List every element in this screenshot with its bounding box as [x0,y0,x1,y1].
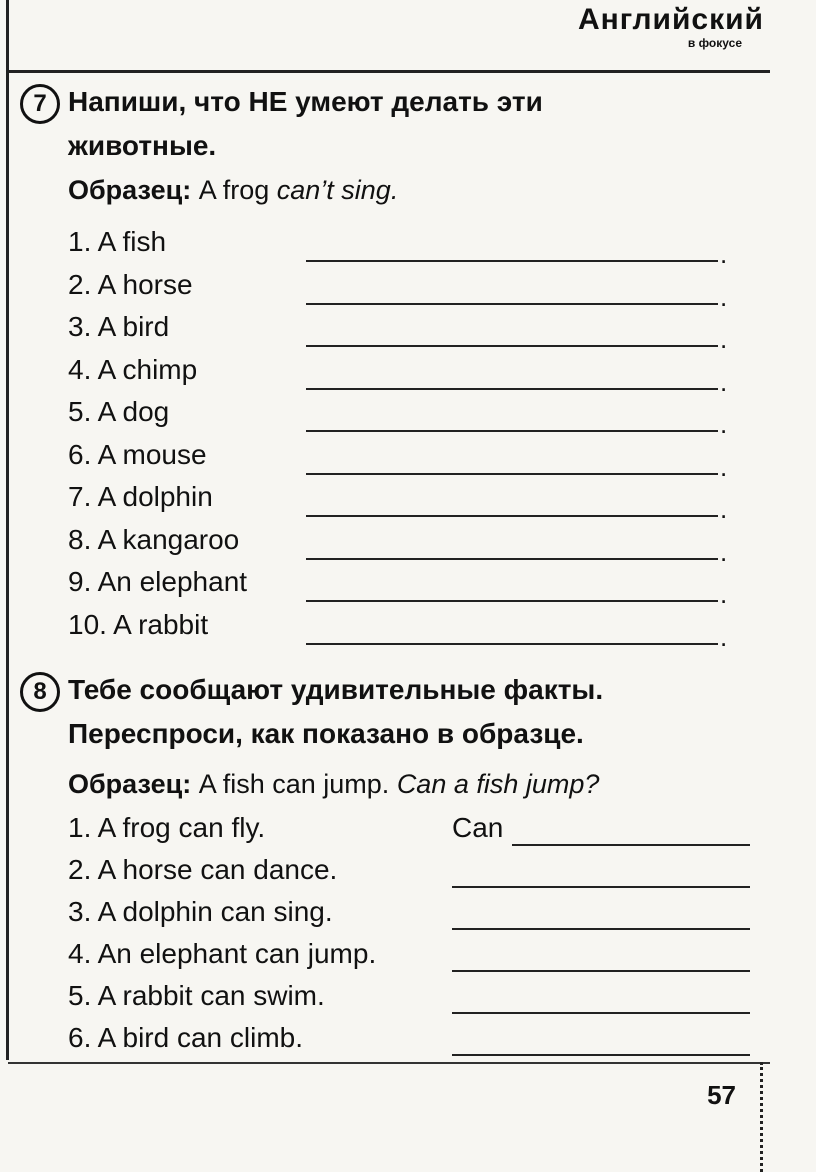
task-8-item: 4. An elephant can jump. [68,938,377,969]
task-8-heading [20,668,603,804]
task-8-title-line1: Тебе сообщают удивительные факты. [68,674,604,705]
answer-line[interactable] [306,430,718,432]
task-8-number: 8 [20,672,60,712]
answer-line[interactable] [306,515,718,517]
cut-line [760,1062,763,1172]
task-8-item: 5. A rabbit can swim. [68,980,325,1011]
answer-line[interactable] [452,1054,750,1056]
answer-line[interactable] [452,1012,750,1014]
page-number: 57 [707,1080,736,1110]
task-8-item: 6. A bird can climb. [68,1022,304,1053]
line-end-dot: . [720,239,728,269]
task-7-heading [20,80,543,210]
answer-line[interactable] [306,388,718,390]
sample-answer: Can a fish jump? [396,769,600,799]
task-7-item: 9. An elephant [68,566,248,597]
line-end-dot: . [720,324,728,354]
logo-title: Английский [577,3,764,36]
line-end-dot: . [720,536,728,567]
answer-line[interactable] [306,303,718,305]
line-end-dot: . [720,281,728,312]
line-end-dot: . [720,451,728,482]
line-end-dot: . [720,494,728,524]
task-8-item: 2. A horse can dance. [68,854,338,885]
answer-line[interactable] [452,886,750,888]
answer-line[interactable] [306,643,718,645]
sample-text: A fish can jump. [198,769,397,799]
task-7-number: 7 [20,84,60,124]
task-7-item: 8. A kangaroo [68,523,240,555]
task-7-item: 2. A horse [68,268,193,300]
task-7-title-line2: животные. [68,130,217,161]
answer-line[interactable] [306,558,718,560]
task-7-title-line1: Напиши, что НЕ умеют делать эти [68,86,543,117]
line-end-dot: . [720,409,728,439]
task-7-sample [20,170,543,210]
answer-line[interactable] [452,970,750,972]
line-end-dot: . [720,621,728,652]
prompt-word-can: Can [452,812,504,843]
sample-label: Образец: [68,175,192,205]
task-7-item: 6. A mouse [68,438,207,470]
task-7-item: 1. A fish [68,226,167,257]
answer-line[interactable] [452,928,750,930]
task-7-item: 5. A dog [68,396,170,427]
task-7-item: 4. A chimp [68,353,198,385]
answer-line[interactable] [306,600,718,602]
answer-line[interactable] [306,345,718,347]
answer-line[interactable] [512,844,750,846]
answer-line[interactable] [306,260,718,262]
task-7-item: 7. A dolphin [68,481,213,512]
sample-answer: can’t sing. [276,175,399,205]
answer-line[interactable] [306,473,718,475]
header-rule [8,70,770,73]
task-8-sample [20,764,603,804]
task-7-item: 10. A rabbit [68,608,209,640]
task-7-item: 3. A bird [68,311,170,342]
task-8-title-line2: Переспроси, как показано в образце. [68,718,584,749]
book-logo [578,4,764,50]
task-8-item: 1. A frog can fly. [68,812,266,843]
footer-rule [8,1062,770,1064]
sample-label: Образец: [68,769,192,799]
left-margin-rule [6,0,9,1060]
line-end-dot: . [720,366,728,397]
sample-text: A frog [198,175,277,205]
task-8-item: 3. A dolphin can sing. [68,896,333,927]
line-end-dot: . [720,579,728,609]
logo-subtitle: в фокусе [687,36,742,50]
